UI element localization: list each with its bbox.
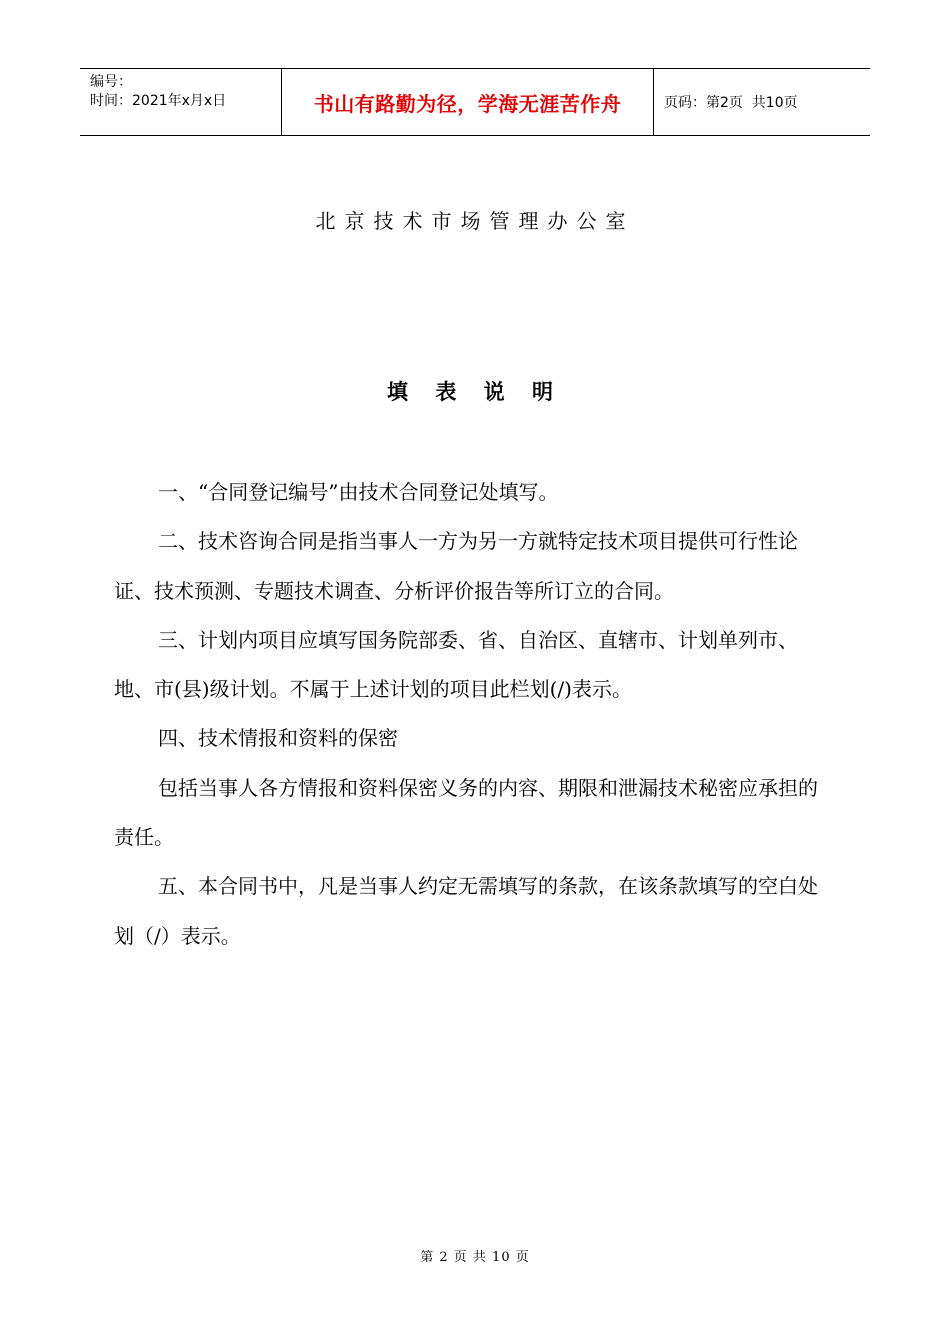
paragraph: 一、“合同登记编号”由技术合同登记处填写。	[158, 480, 559, 504]
header-meta	[80, 69, 281, 135]
paragraph: 包括当事人各方情报和资料保密义务的内容、期限和泄漏技术秘密应承担的责任。	[114, 775, 818, 850]
header-page-info: 页码：第2页 共10页	[664, 95, 798, 111]
paragraph: 二、技术咨询合同是指当事人一方为另一方就特定技术项目提供可行性论证、技术预测、专题技术调查、分析评价报告等所订立的合同。	[114, 529, 798, 603]
instructions-body	[114, 468, 836, 961]
page-header	[80, 68, 870, 136]
page-footer: 第 2 页 共 10 页	[420, 1250, 530, 1265]
paragraph: 四、技术情报和资料的保密	[158, 726, 398, 751]
number-label: 编号：	[90, 74, 132, 90]
time-label: 时间：2021年x月x日	[90, 93, 227, 109]
paragraph: 五、本合同书中，凡是当事人约定无需填写的条款，在该条款填写的空白处划（/）表示。	[114, 874, 818, 948]
organization-name: 北京技术市场管理办公室	[315, 209, 635, 233]
paragraph: 三、计划内项目应填写国务院部委、省、自治区、直辖市、计划单列市、地、市(县)级计划。不属于上述计划的项目此栏划(/)表示。	[114, 627, 798, 702]
header-slogan: 书山有路勤为径，学海无涯苦作舟	[281, 69, 654, 135]
page-title: 填 表 说 明	[387, 380, 563, 404]
